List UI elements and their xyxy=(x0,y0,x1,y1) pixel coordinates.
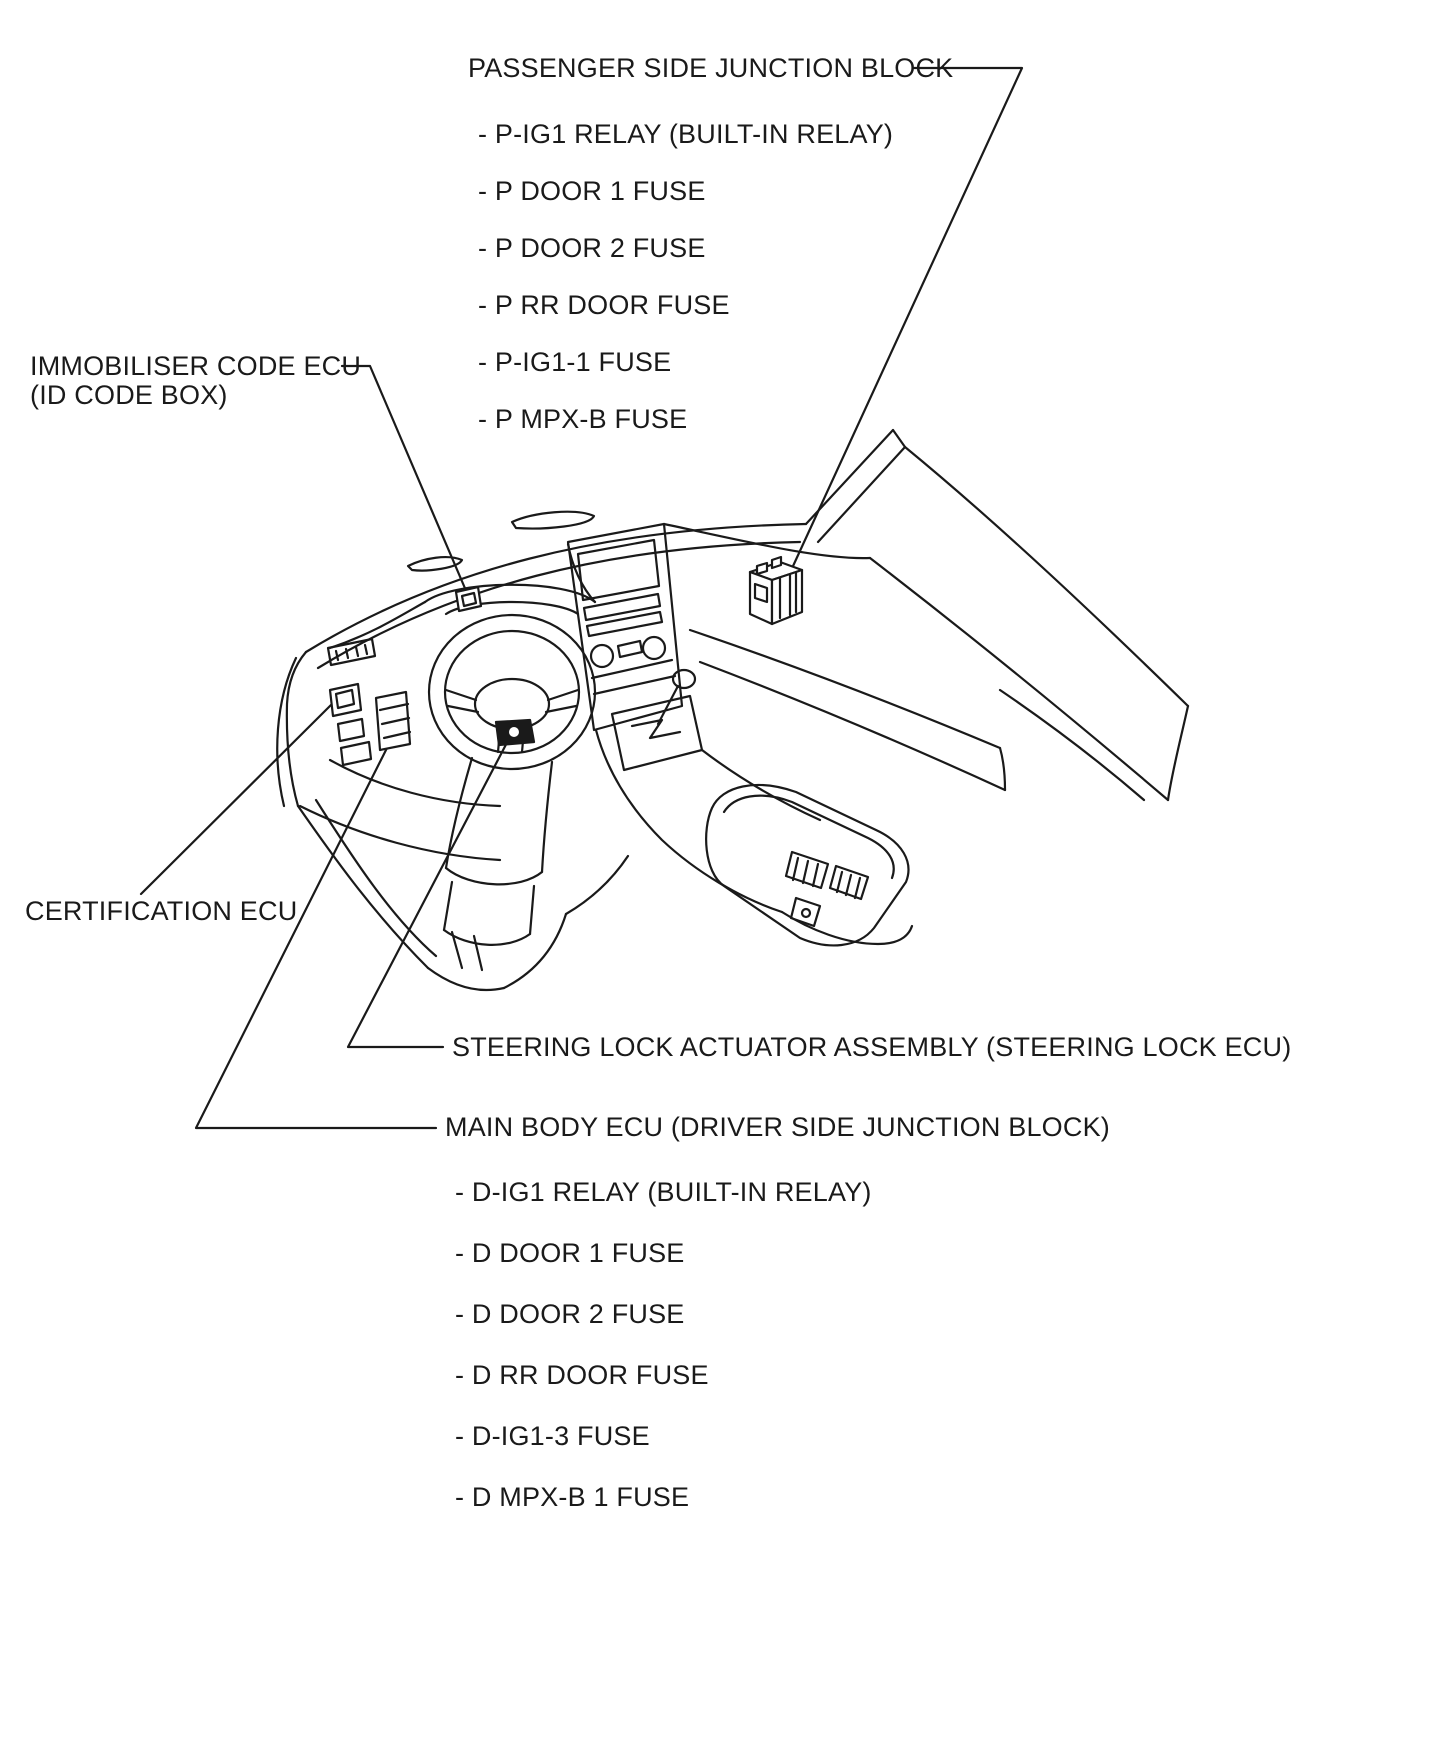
list-item: - D-IG1 RELAY (BUILT-IN RELAY) xyxy=(455,1177,872,1207)
certification-ecu-drawing xyxy=(330,684,361,716)
list-item: - D RR DOOR FUSE xyxy=(455,1360,709,1390)
immobiliser-ecu-drawing xyxy=(456,587,481,611)
car-dashboard-drawing xyxy=(277,430,1188,990)
steering-wheel xyxy=(429,615,595,769)
main-body-ecu-title: MAIN BODY ECU (DRIVER SIDE JUNCTION BLOCK) xyxy=(445,1112,1110,1142)
passenger-junction-block-drawing xyxy=(750,557,802,624)
nav-screen xyxy=(578,540,659,600)
immobiliser-ecu-label-line1: IMMOBILISER CODE ECU xyxy=(30,351,362,381)
list-item: - P DOOR 1 FUSE xyxy=(478,176,706,206)
climate-knob-right xyxy=(643,637,665,659)
list-item: - D DOOR 1 FUSE xyxy=(455,1238,685,1268)
passenger-dash xyxy=(690,630,1005,790)
gear-shifter xyxy=(612,670,702,770)
shift-knob xyxy=(673,670,695,688)
center-stack xyxy=(568,524,682,730)
passenger-junction-fuse-list xyxy=(478,121,893,463)
main-body-fuse-list xyxy=(455,1179,872,1545)
list-item: - P DOOR 2 FUSE xyxy=(478,233,706,263)
steering-lock-label: STEERING LOCK ACTUATOR ASSEMBLY (STEERING LOCK ECU) xyxy=(452,1032,1292,1062)
driver-side-vent xyxy=(328,639,375,665)
dash-top-and-pillar xyxy=(306,430,1188,800)
list-item: - P MPX-B FUSE xyxy=(478,404,688,434)
passenger-junction-block-title: PASSENGER SIDE JUNCTION BLOCK xyxy=(468,53,954,83)
certification-ecu-label: CERTIFICATION ECU xyxy=(25,896,298,926)
list-item: - P-IG1 RELAY (BUILT-IN RELAY) xyxy=(478,119,894,149)
steering-column xyxy=(444,758,552,945)
list-item: - D DOOR 2 FUSE xyxy=(455,1299,685,1329)
immobiliser-ecu-label xyxy=(30,352,361,410)
list-item: - D-IG1-3 FUSE xyxy=(455,1421,650,1451)
steering-lock-actuator-drawing xyxy=(496,720,534,745)
center-console xyxy=(566,730,912,945)
list-item: - P-IG1-1 FUSE xyxy=(478,347,672,377)
leader-line-certification-ecu xyxy=(141,700,336,894)
list-item: - P RR DOOR FUSE xyxy=(478,290,730,320)
leader-line-main-body-ecu xyxy=(196,738,436,1128)
list-item: - D MPX-B 1 FUSE xyxy=(455,1482,690,1512)
immobiliser-ecu-label-line2: (ID CODE BOX) xyxy=(30,380,228,410)
leader-line-immobiliser-ecu xyxy=(342,366,470,600)
climate-knob-left xyxy=(591,645,613,667)
